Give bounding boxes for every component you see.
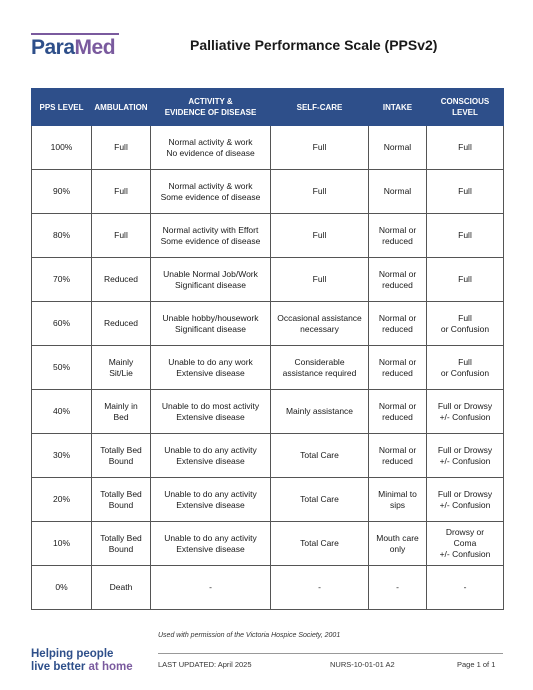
table-cell: Minimal to sips (369, 478, 427, 522)
table-cell: Reduced (92, 302, 151, 346)
table-cell: Considerable assistance required (271, 346, 369, 390)
column-header: CONSCIOUS LEVEL (427, 89, 504, 126)
table-cell: Full or Confusion (427, 302, 504, 346)
table-body (32, 126, 504, 610)
table-cell: Unable Normal Job/Work Significant disease (151, 258, 271, 302)
table-row (32, 478, 504, 522)
table-cell: Normal or reduced (369, 434, 427, 478)
table-cell: Normal (369, 170, 427, 214)
table-cell: - (151, 566, 271, 610)
table-cell: Total Care (271, 434, 369, 478)
table-cell: Total Care (271, 522, 369, 566)
table-cell: Unable to do any activity Extensive disease (151, 478, 271, 522)
table-cell: Total Care (271, 478, 369, 522)
page-title: Palliative Performance Scale (PPSv2) (190, 37, 438, 53)
table-cell: Unable to do any work Extensive disease (151, 346, 271, 390)
footer-divider (158, 653, 503, 654)
table-cell: Normal activity & work Some evidence of disease (151, 170, 271, 214)
table-cell: 30% (32, 434, 92, 478)
table-cell: Full or Drowsy +/- Confusion (427, 478, 504, 522)
table-cell: Full (427, 258, 504, 302)
table-row (32, 258, 504, 302)
column-header: PPS LEVEL (32, 89, 92, 126)
table-cell: Normal or reduced (369, 214, 427, 258)
table-cell: Drowsy or Coma +/- Confusion (427, 522, 504, 566)
table-cell: 60% (32, 302, 92, 346)
table-cell: Full (92, 214, 151, 258)
column-header: ACTIVITY & EVIDENCE OF DISEASE (151, 89, 271, 126)
table-cell: Full (271, 214, 369, 258)
table-cell: Full (427, 214, 504, 258)
paramed-logo: ParaMed (31, 36, 116, 59)
table-cell: 90% (32, 170, 92, 214)
table-cell: Totally Bed Bound (92, 434, 151, 478)
table-cell: Full (271, 258, 369, 302)
table-row (32, 346, 504, 390)
table-cell: Full (92, 126, 151, 170)
table-row (32, 126, 504, 170)
column-header: SELF-CARE (271, 89, 369, 126)
table-cell: Mainly assistance (271, 390, 369, 434)
table-cell: - (369, 566, 427, 610)
table-row (32, 214, 504, 258)
table-cell: - (427, 566, 504, 610)
table-cell: Normal or reduced (369, 390, 427, 434)
table-row (32, 302, 504, 346)
column-header: INTAKE (369, 89, 427, 126)
logo-accent-line (31, 33, 119, 35)
table-row (32, 566, 504, 610)
table-cell: 40% (32, 390, 92, 434)
page-number: Page 1 of 1 (457, 660, 496, 669)
column-header: AMBULATION (92, 89, 151, 126)
table-cell: Unable to do any activity Extensive disease (151, 434, 271, 478)
table-cell: 50% (32, 346, 92, 390)
table-cell: Reduced (92, 258, 151, 302)
table-cell: Full (271, 126, 369, 170)
table-row (32, 170, 504, 214)
table-cell: 70% (32, 258, 92, 302)
table-cell: 0% (32, 566, 92, 610)
table-cell: 80% (32, 214, 92, 258)
tagline: Helping people live better at home (31, 648, 133, 673)
table-cell: Normal activity with Effort Some evidence of disease (151, 214, 271, 258)
table-cell: Death (92, 566, 151, 610)
table-cell: Normal or reduced (369, 346, 427, 390)
table-cell: Unable to do any activity Extensive disease (151, 522, 271, 566)
table-cell: Normal (369, 126, 427, 170)
table-cell: Mainly Sit/Lie (92, 346, 151, 390)
pps-table (31, 88, 504, 610)
table-cell: Unable hobby/housework Significant disease (151, 302, 271, 346)
table-cell: Mainly in Bed (92, 390, 151, 434)
table-cell: Mouth care only (369, 522, 427, 566)
last-updated: LAST UPDATED: April 2025 (158, 660, 252, 669)
table-cell: Normal or reduced (369, 302, 427, 346)
table-row (32, 434, 504, 478)
table-cell: Totally Bed Bound (92, 522, 151, 566)
table-cell: - (271, 566, 369, 610)
table-cell: Full (427, 170, 504, 214)
table-cell: Unable to do most activity Extensive disease (151, 390, 271, 434)
table-row (32, 390, 504, 434)
table-cell: Full or Confusion (427, 346, 504, 390)
table-cell: Full (271, 170, 369, 214)
table-cell: Totally Bed Bound (92, 478, 151, 522)
table-cell: Full or Drowsy +/- Confusion (427, 390, 504, 434)
table-cell: 100% (32, 126, 92, 170)
table-cell: Occasional assistance necessary (271, 302, 369, 346)
table-cell: Normal activity & work No evidence of disease (151, 126, 271, 170)
document-code: NURS-10-01-01 A2 (330, 660, 395, 669)
table-cell: 10% (32, 522, 92, 566)
table-header-row (32, 89, 504, 126)
permission-note: Used with permission of the Victoria Hospice Society, 2001 (158, 632, 341, 639)
table-cell: 20% (32, 478, 92, 522)
table-cell: Full (427, 126, 504, 170)
table-cell: Normal or reduced (369, 258, 427, 302)
table-row (32, 522, 504, 566)
table-cell: Full or Drowsy +/- Confusion (427, 434, 504, 478)
table-cell: Full (92, 170, 151, 214)
